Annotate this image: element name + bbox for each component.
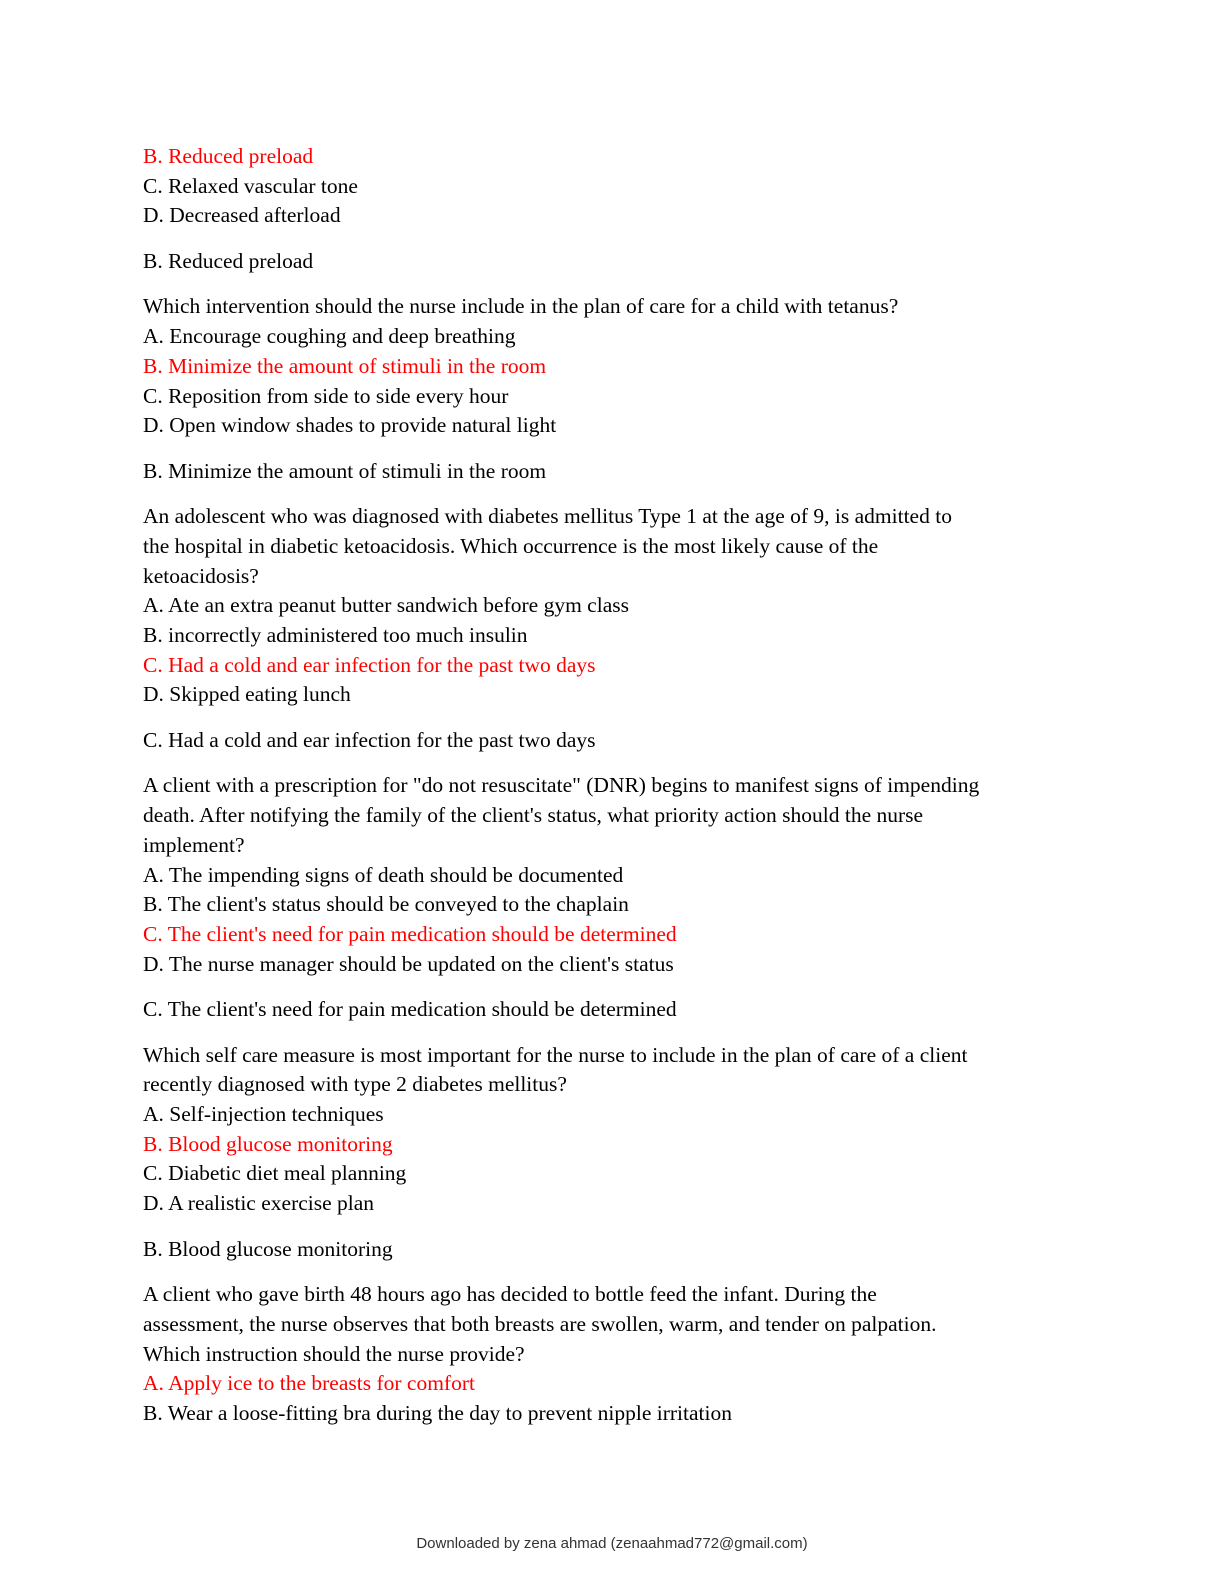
text-block — [143, 726, 1103, 756]
text-line: A. The impending signs of death should be documented — [143, 862, 624, 887]
text-line: Which instruction should the nurse provide? — [143, 1341, 525, 1366]
text-line: B. The client's status should be conveyed to the chaplain — [143, 892, 629, 917]
text-line: recently diagnosed with type 2 diabetes mellitus? — [143, 1072, 567, 1097]
text-line: A client who gave birth 48 hours ago has decided to bottle feed the infant. During the — [143, 1282, 877, 1307]
text-line: death. After notifying the family of the client's status, what priority action should the nurse — [143, 803, 924, 828]
text-line: C. The client's need for pain medication should be determined — [143, 997, 677, 1022]
text-block — [143, 502, 1103, 710]
text-block — [143, 1041, 1103, 1219]
text-line: C. Reposition from side to side every hour — [143, 383, 509, 408]
text-line: D. A realistic exercise plan — [143, 1191, 375, 1216]
text-line: D. Decreased afterload — [143, 203, 341, 228]
text-line: B. Reduced preload — [143, 248, 314, 273]
text-line: D. The nurse manager should be updated on the client's status — [143, 951, 674, 976]
correct-answer-line: A. Apply ice to the breasts for comfort — [143, 1371, 475, 1396]
text-block — [143, 771, 1103, 979]
text-block — [143, 142, 1103, 231]
text-line: implement? — [143, 832, 245, 857]
text-block — [143, 1235, 1103, 1265]
text-line: C. Diabetic diet meal planning — [143, 1161, 407, 1186]
text-line: C. Relaxed vascular tone — [143, 173, 358, 198]
text-line: D. Skipped eating lunch — [143, 682, 351, 707]
document-body — [143, 142, 1103, 1444]
correct-answer-line: B. Reduced preload — [143, 144, 314, 168]
text-line: D. Open window shades to provide natural light — [143, 413, 557, 438]
text-line: ketoacidosis? — [143, 563, 259, 588]
correct-answer-line: C. Had a cold and ear infection for the past two days — [143, 652, 596, 677]
text-line: C. Had a cold and ear infection for the past two days — [143, 727, 596, 752]
correct-answer-line: B. Minimize the amount of stimuli in the room — [143, 353, 547, 378]
text-block — [143, 457, 1103, 487]
correct-answer-line: B. Blood glucose monitoring — [143, 1131, 393, 1156]
text-line: Which self care measure is most important for the nurse to include in the plan of care of a client — [143, 1042, 968, 1067]
text-block — [143, 247, 1103, 277]
text-line: B. Minimize the amount of stimuli in the room — [143, 458, 547, 483]
text-line: An adolescent who was diagnosed with diabetes mellitus Type 1 at the age of 9, is admitted to — [143, 504, 952, 529]
text-block — [143, 1280, 1103, 1429]
text-line: A client with a prescription for "do not resuscitate" (DNR) begins to manifest signs of impending — [143, 773, 980, 798]
text-line: B. Wear a loose-fitting bra during the day to prevent nipple irritation — [143, 1400, 732, 1425]
text-block — [143, 292, 1103, 441]
text-line: A. Encourage coughing and deep breathing — [143, 324, 516, 349]
text-line: B. incorrectly administered too much insulin — [143, 623, 528, 648]
text-line: A. Ate an extra peanut butter sandwich before gym class — [143, 593, 629, 618]
text-line: Which intervention should the nurse include in the plan of care for a child with tetanus? — [143, 294, 899, 319]
text-line: A. Self-injection techniques — [143, 1102, 384, 1127]
text-line: the hospital in diabetic ketoacidosis. Which occurrence is the most likely cause of the — [143, 533, 879, 558]
download-footer: Downloaded by zena ahmad (zenaahmad772@gmail.com) — [416, 1535, 808, 1552]
text-line: B. Blood glucose monitoring — [143, 1236, 393, 1261]
correct-answer-line: C. The client's need for pain medication should be determined — [143, 921, 677, 946]
text-block — [143, 995, 1103, 1025]
text-line: assessment, the nurse observes that both breasts are swollen, warm, and tender on palpation. — [143, 1311, 937, 1336]
